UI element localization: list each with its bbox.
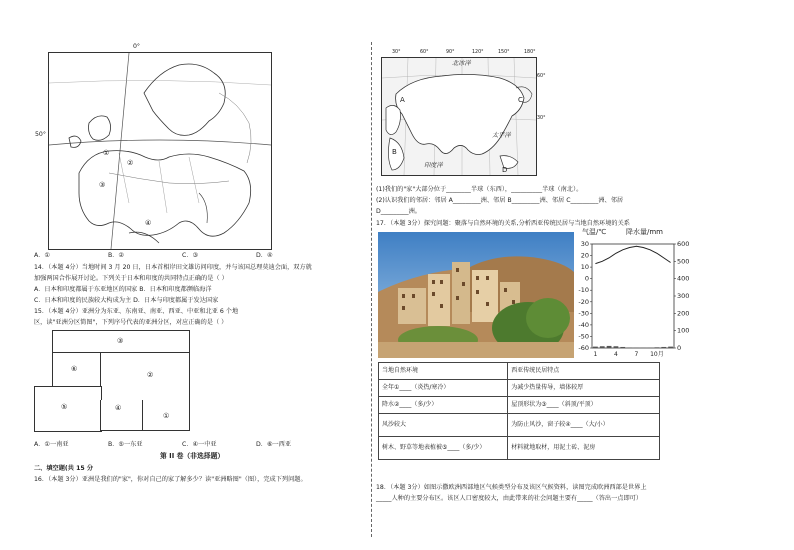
- temp-tick-label: 10: [580, 263, 589, 272]
- lon-30: 30°: [392, 50, 401, 55]
- table-cell: 为减少热量传导，墙体较厚: [508, 380, 660, 397]
- region-1: ①: [142, 400, 190, 431]
- map-marker-2: ②: [127, 159, 134, 167]
- table-cell: 材料就地取材，用泥土砖、泥房: [508, 437, 660, 460]
- region-3: ③: [52, 330, 190, 354]
- map-marker-3: ③: [99, 181, 106, 189]
- lon-150: 150°: [498, 50, 510, 55]
- letter-b: B: [392, 148, 397, 156]
- q13-option-a: A．①: [34, 252, 50, 259]
- precip-bar: [627, 347, 632, 348]
- q16-part2: (2)认识我们的邻居：邻居 A_________洲、邻居 B_________洲、邻居 C_________洲、邻居: [376, 197, 624, 204]
- ocean-arctic: 北冰洋: [452, 60, 471, 67]
- precip-bar: [614, 346, 619, 348]
- precip-tick-label: 400: [677, 274, 690, 283]
- fill-blank-heading: 二、填空题(共 15 分: [34, 465, 94, 472]
- temp-tick-label: -40: [578, 320, 589, 329]
- precip-tick-label: 300: [677, 292, 690, 300]
- q18-line1: 18．（本题 3分）如图示撒欧洲西部地区气候类型分布及该区气候资料，读图完成欧洲西部是世界上: [376, 484, 647, 491]
- q14-options-ab: A．日本和印度都属于东亚地区的国家 B．日本和印度都濒临海洋: [34, 286, 212, 293]
- q16-part2-cont: D_________洲。: [376, 208, 421, 215]
- precip-tick-label: 200: [677, 309, 690, 318]
- temp-tick-label: -30: [578, 309, 589, 318]
- asia-map-svg: [382, 58, 536, 175]
- table-row: [379, 397, 660, 414]
- precip-bar: [655, 347, 660, 348]
- lat-60: 60°: [537, 74, 546, 79]
- table-header: 当地自然环境: [379, 363, 508, 380]
- q18-line2: _____人种的主要分布区。该区人口密度较大，由此带来的社会问题主要有_____（答出一点即可）: [376, 495, 643, 502]
- q15-option-a: A．①一南亚: [34, 441, 69, 448]
- table-row: [379, 380, 660, 397]
- lon-label: 0°: [133, 43, 141, 50]
- asia-map: [381, 57, 537, 176]
- temp-tick-label: -60: [578, 344, 589, 352]
- section-2-title: 第 II 卷（非选择题）: [160, 452, 225, 460]
- temp-tick-label: -50: [578, 332, 589, 341]
- q15-option-c: C．④一中亚: [182, 441, 217, 448]
- table-header: 西亚传统民居特点: [508, 363, 660, 380]
- table-cell: 全年①____（炎热/寒冷）: [379, 380, 508, 397]
- lon-90: 90°: [446, 50, 455, 55]
- table-cell: 为防止风沙，窗子较④____（大/小）: [508, 414, 660, 437]
- q13-option-d: D．④: [256, 252, 273, 259]
- lon-120: 120°: [472, 50, 484, 55]
- plot-frame: [592, 244, 674, 348]
- climate-chart-svg: [578, 226, 694, 360]
- q14-options-cd: C．日本和印度的民族较大构成为主 D．日本与印度都属于发达国家: [34, 297, 219, 304]
- precip-tick-label: 600: [677, 240, 690, 248]
- precip-bar: [661, 347, 666, 348]
- ocean-indian: 印度洋: [424, 162, 443, 169]
- q15-stem-line1: 15．（本题 4分）亚洲分为东亚、东南亚、南亚、西亚、中亚和北亚 6 个地: [34, 308, 239, 315]
- temp-tick-label: -20: [578, 297, 589, 306]
- q15-option-d: D．⑥一西亚: [256, 441, 292, 448]
- month-tick-label: 10月: [650, 351, 664, 358]
- q15-option-b: B．⑤一东亚: [108, 441, 143, 448]
- table-cell: 树木、野草等地表植被⑤____（多/少）: [379, 437, 508, 460]
- climate-chart: [578, 226, 694, 360]
- q13-option-c: C．③: [182, 252, 199, 259]
- month-tick-label: 4: [614, 351, 618, 358]
- q15-stem-line2: 区，读"亚洲分区简图"，下列序号代表的亚洲分区，对应正确的是（ ）: [34, 319, 228, 326]
- map-marker-4: ④: [145, 219, 152, 227]
- q13-option-b: B．②: [108, 252, 124, 259]
- temp-tick-label: 0: [584, 274, 589, 283]
- precip-bar: [607, 346, 612, 348]
- europe-map-svg: [49, 53, 271, 249]
- temp-tick-label: -10: [578, 286, 589, 295]
- region-4: ④: [100, 400, 144, 431]
- chart-left-label: 气温/℃: [582, 228, 607, 236]
- region-5: ⑤: [34, 386, 102, 432]
- month-tick-label: 1: [593, 351, 598, 358]
- precip-tick-label: 100: [677, 326, 690, 335]
- q16-part1: (1)我们的"家"大部分位于________半球（东西），__________半球（南北）。: [376, 186, 583, 193]
- precip-bar: [668, 347, 673, 348]
- letter-c: C: [518, 96, 523, 104]
- west-asia-houses-photo: [378, 232, 574, 358]
- map-marker-1: ①: [103, 149, 110, 157]
- month-tick-label: 7: [634, 351, 639, 358]
- temp-tick-label: 30: [580, 240, 589, 248]
- table-cell: 降水②____（多/少）: [379, 397, 508, 414]
- letter-d: D: [502, 166, 508, 174]
- region-2: ②: [100, 352, 190, 402]
- precip-bar: [620, 347, 625, 348]
- q16-stem: 16．（本题 3分）亚洲是我们的"家"，你对自己的家了解多少？读"亚洲略图"（图），完成下列问题。: [34, 476, 307, 483]
- lat-label: 50°: [35, 131, 46, 138]
- chart-right-label: 降水量/mm: [626, 228, 663, 236]
- features-table: [378, 362, 660, 460]
- asia-region-diagram: [34, 330, 190, 434]
- q14-stem-line2: 加强两国合作展开讨论。下列关于日本和印度的共同特点正确的是（ ）: [34, 275, 228, 282]
- q17-stem: 17．（本题 3分）探究问题：聚落与自然环境的关系,分析西亚传统民居与当地自然环境的关系: [376, 220, 630, 227]
- precip-bar: [593, 347, 598, 348]
- temp-tick-label: 20: [580, 251, 589, 260]
- europe-map: [35, 43, 272, 250]
- ocean-pacific: 太平洋: [492, 132, 511, 139]
- precip-tick-label: 0: [677, 344, 682, 352]
- lon-180: 180°: [524, 50, 536, 55]
- region-6: ⑥: [52, 352, 102, 388]
- column-divider: [371, 42, 372, 537]
- temperature-line: [595, 246, 670, 263]
- lat-30: 30°: [537, 116, 546, 121]
- table-row: [379, 414, 660, 437]
- letter-a: A: [400, 96, 405, 104]
- table-header-row: [379, 363, 660, 380]
- table-cell: 风沙较大: [379, 414, 508, 437]
- precip-tick-label: 500: [677, 257, 690, 266]
- lon-60: 60°: [420, 50, 429, 55]
- table-cell: 屋顶形状为③____（斜顶/平顶）: [508, 397, 660, 414]
- table-row: [379, 437, 660, 460]
- precip-bar: [600, 346, 605, 348]
- q14-stem-line1: 14．（本题 4分）当地时间 3 月 20 日，日本首相岸田文雄访问印度，并与该国总理莫迪会面，双方就: [34, 264, 312, 271]
